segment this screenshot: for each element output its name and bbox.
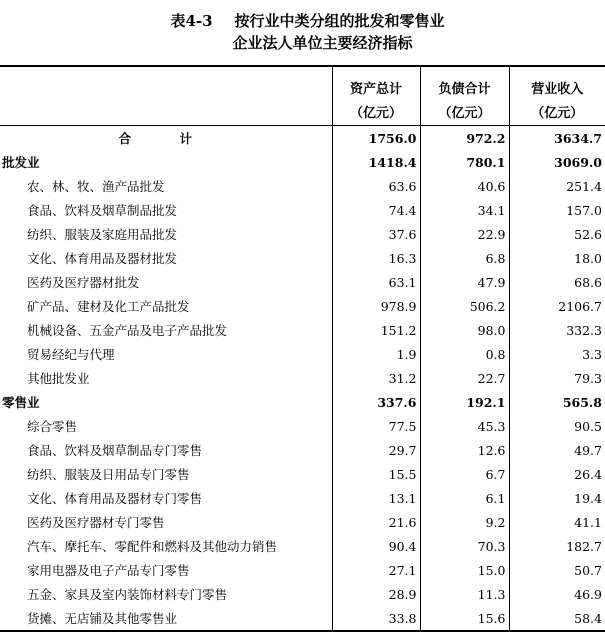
table-body — [0, 126, 605, 632]
cell-revenue: 50.7 — [509, 558, 605, 582]
column-header-revenue: 营业收入 — [509, 66, 605, 97]
table-title — [0, 10, 605, 54]
table-number: 表4-3 — [170, 12, 213, 30]
cell-liabilities: 40.6 — [420, 174, 509, 198]
table-row — [0, 174, 605, 198]
cell-liabilities: 11.3 — [420, 582, 509, 606]
table-row — [0, 486, 605, 510]
column-header-assets: 资产总计 — [332, 66, 420, 97]
row-label: 家用电器及电子产品专门零售 — [27, 563, 190, 578]
row-label: 矿产品、建材及化工产品批发 — [27, 299, 190, 314]
table-row — [0, 246, 605, 270]
cell-liabilities: 9.2 — [420, 510, 509, 534]
row-label: 批发业 — [2, 155, 40, 170]
cell-revenue: 41.1 — [509, 510, 605, 534]
row-label: 医药及医疗器材批发 — [27, 275, 140, 290]
table-row — [0, 366, 605, 390]
cell-liabilities: 45.3 — [420, 414, 509, 438]
section-row — [0, 150, 605, 174]
cell-assets: 337.6 — [332, 390, 420, 414]
cell-assets: 33.8 — [332, 606, 420, 631]
cell-revenue: 52.6 — [509, 222, 605, 246]
section-row — [0, 390, 605, 414]
row-label: 五金、家具及室内装饰材料专门零售 — [27, 587, 228, 602]
cell-liabilities: 98.0 — [420, 318, 509, 342]
row-label: 综合零售 — [27, 419, 78, 434]
table-row — [0, 438, 605, 462]
cell-revenue: 332.3 — [509, 318, 605, 342]
cell-liabilities: 0.8 — [420, 342, 509, 366]
cell-revenue: 565.8 — [509, 390, 605, 414]
cell-revenue: 19.4 — [509, 486, 605, 510]
row-label: 纺织、服装及家庭用品批发 — [27, 227, 178, 242]
cell-revenue: 18.0 — [509, 246, 605, 270]
cell-assets: 151.2 — [332, 318, 420, 342]
row-label: 食品、饮料及烟草制品专门零售 — [27, 443, 203, 458]
cell-liabilities: 6.7 — [420, 462, 509, 486]
table-row — [0, 222, 605, 246]
row-label: 货摊、无店铺及其他零售业 — [0, 606, 332, 631]
row-label: 医药及医疗器材专门零售 — [27, 515, 165, 530]
row-label: 农、林、牧、渔产品批发 — [27, 179, 165, 194]
cell-assets: 21.6 — [332, 510, 420, 534]
cell-assets: 978.9 — [332, 294, 420, 318]
cell-revenue: 79.3 — [509, 366, 605, 390]
cell-assets: 28.9 — [332, 582, 420, 606]
cell-revenue: 3.3 — [509, 342, 605, 366]
cell-liabilities: 6.8 — [420, 246, 509, 270]
cell-revenue: 26.4 — [509, 462, 605, 486]
cell-revenue: 182.7 — [509, 534, 605, 558]
row-label: 合 计 — [118, 131, 210, 146]
cell-liabilities: 12.6 — [420, 438, 509, 462]
cell-liabilities: 6.1 — [420, 486, 509, 510]
cell-revenue: 46.9 — [509, 582, 605, 606]
cell-liabilities: 780.1 — [420, 150, 509, 174]
cell-assets: 63.1 — [332, 270, 420, 294]
table-title-text: 按行业中类分组的批发和零售业 — [234, 12, 445, 30]
row-label: 文化、体育用品及器材批发 — [27, 251, 178, 266]
cell-assets: 15.5 — [332, 462, 420, 486]
table-title-line1 — [0, 10, 605, 32]
table-row — [0, 294, 605, 318]
cell-assets: 74.4 — [332, 198, 420, 222]
cell-assets: 37.6 — [332, 222, 420, 246]
cell-assets: 29.7 — [332, 438, 420, 462]
cell-liabilities: 22.7 — [420, 366, 509, 390]
cell-revenue: 157.0 — [509, 198, 605, 222]
column-unit-revenue: （亿元） — [509, 97, 605, 126]
table-row — [0, 198, 605, 222]
cell-revenue: 90.5 — [509, 414, 605, 438]
table-row — [0, 342, 605, 366]
cell-assets: 1.9 — [332, 342, 420, 366]
cell-assets: 31.2 — [332, 366, 420, 390]
cell-revenue: 3069.0 — [509, 150, 605, 174]
row-label: 机械设备、五金产品及电子产品批发 — [27, 323, 228, 338]
cell-assets: 63.6 — [332, 174, 420, 198]
total-row — [0, 126, 605, 151]
column-header-liabilities: 负债合计 — [420, 66, 509, 97]
cell-assets: 1418.4 — [332, 150, 420, 174]
cell-revenue: 58.4 — [509, 606, 605, 631]
column-unit-liabilities: （亿元） — [420, 97, 509, 126]
header-label-row — [0, 66, 605, 97]
row-label: 贸易经纪与代理 — [27, 347, 115, 362]
cell-revenue: 251.4 — [509, 174, 605, 198]
cell-liabilities: 47.9 — [420, 270, 509, 294]
cell-liabilities: 34.1 — [420, 198, 509, 222]
cell-liabilities: 972.2 — [420, 126, 509, 151]
row-label: 文化、体育用品及器材专门零售 — [27, 491, 203, 506]
cell-assets: 16.3 — [332, 246, 420, 270]
header-name-cell-unit — [0, 97, 332, 126]
header-unit-row — [0, 97, 605, 126]
cell-revenue: 2106.7 — [509, 294, 605, 318]
table-header — [0, 66, 605, 126]
header-name-cell — [0, 66, 332, 97]
cell-assets: 1756.0 — [332, 126, 420, 151]
table-row — [0, 414, 605, 438]
table-subtitle: 企业法人单位主要经济指标 — [232, 34, 413, 52]
cell-revenue: 49.7 — [509, 438, 605, 462]
statistics-table — [0, 65, 605, 632]
row-label: 食品、饮料及烟草制品批发 — [27, 203, 178, 218]
table-row — [0, 582, 605, 606]
cell-revenue: 3634.7 — [509, 126, 605, 151]
cell-assets: 13.1 — [332, 486, 420, 510]
cell-assets: 77.5 — [332, 414, 420, 438]
column-unit-assets: （亿元） — [332, 97, 420, 126]
row-label: 汽车、摩托车、零配件和燃料及其他动力销售 — [27, 539, 278, 554]
cell-liabilities: 70.3 — [420, 534, 509, 558]
cell-assets: 90.4 — [332, 534, 420, 558]
table-row — [0, 318, 605, 342]
row-label: 其他批发业 — [27, 371, 90, 386]
table-row — [0, 270, 605, 294]
table-row — [0, 534, 605, 558]
cell-revenue: 68.6 — [509, 270, 605, 294]
cell-assets: 27.1 — [332, 558, 420, 582]
row-label: 纺织、服装及日用品专门零售 — [27, 467, 190, 482]
cell-liabilities: 192.1 — [420, 390, 509, 414]
cell-liabilities: 506.2 — [420, 294, 509, 318]
table-row — [0, 558, 605, 582]
table-row — [0, 606, 605, 631]
table-row — [0, 510, 605, 534]
cell-liabilities: 15.6 — [420, 606, 509, 631]
cell-liabilities: 22.9 — [420, 222, 509, 246]
cell-liabilities: 15.0 — [420, 558, 509, 582]
row-label: 零售业 — [2, 395, 40, 410]
table-row — [0, 462, 605, 486]
